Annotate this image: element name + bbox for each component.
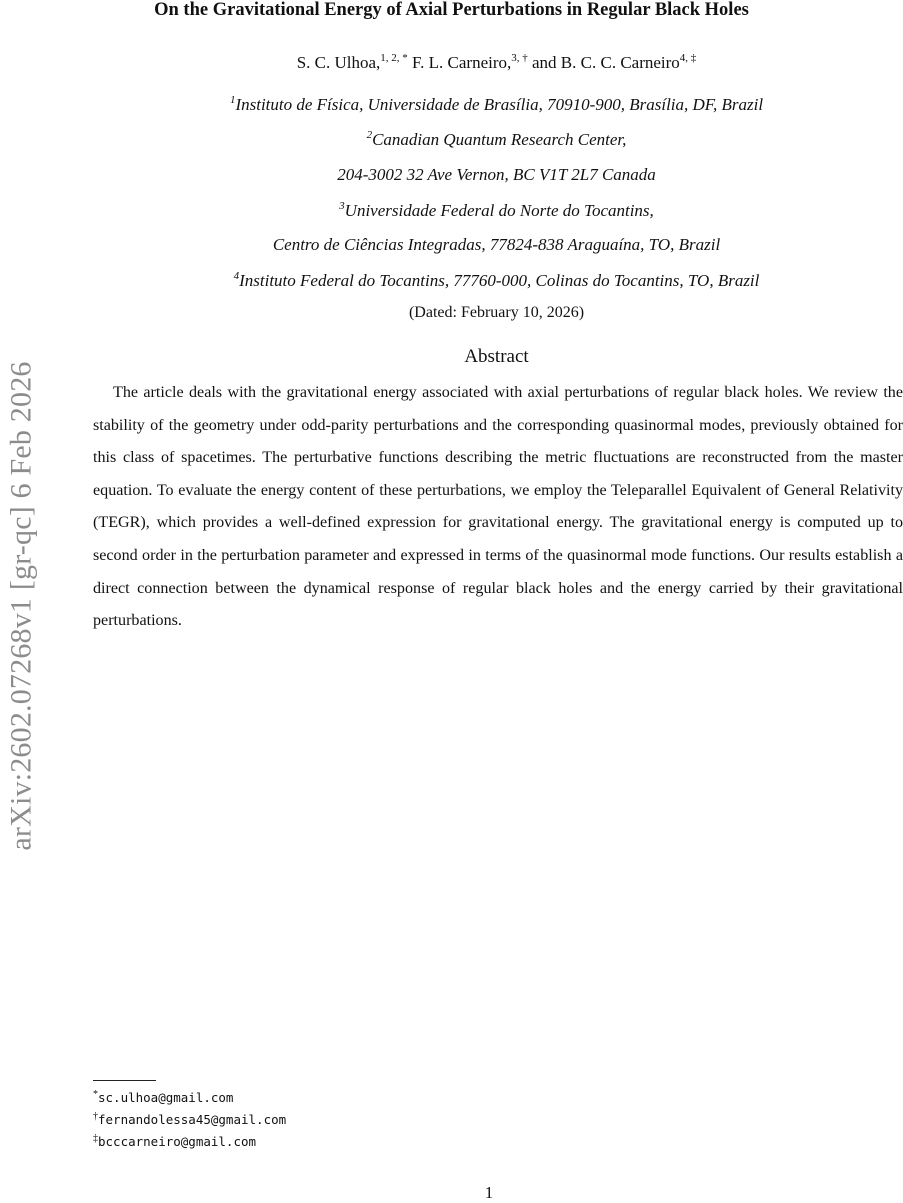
footnote-divider xyxy=(93,1080,156,1081)
affiliation-text: Instituto Federal do Tocantins, 77760-000, Colinas do Tocantins, TO, Brazil xyxy=(239,271,760,290)
footnote-email: bcccarneiro@gmail.com xyxy=(98,1134,257,1149)
affiliation-text: Instituto de Física, Universidade de Brasília, 70910-900, Brasília, DF, Brazil xyxy=(235,95,764,114)
footnote-mark: * xyxy=(93,1089,98,1100)
affiliation-line xyxy=(0,235,903,255)
affiliation-text: Centro de Ciências Integradas, 77824-838 Araguaína, TO, Brazil xyxy=(272,235,721,254)
affiliation-mark: 2 xyxy=(366,129,373,141)
affiliation-line xyxy=(0,200,903,221)
page-number: 1 xyxy=(484,1183,494,1202)
affiliation-mark: 4 xyxy=(233,270,240,282)
footnote-email: sc.ulhoa@gmail.com xyxy=(98,1090,234,1105)
affiliation-line xyxy=(0,94,903,115)
footnote xyxy=(93,1111,286,1127)
affiliation-text: Universidade Federal do Norte do Tocantins, xyxy=(344,201,654,220)
author-list xyxy=(0,52,903,73)
affiliation-text: Canadian Quantum Research Center, xyxy=(372,130,627,149)
author-affiliation-marks: 4, ‡ xyxy=(679,52,697,64)
footnote xyxy=(93,1133,256,1149)
author-affiliation-marks: 3, † xyxy=(511,52,528,64)
footnote-mark: † xyxy=(93,1111,98,1122)
author-conjunction: and xyxy=(532,53,557,72)
affiliation-line xyxy=(0,129,903,150)
affiliation-text: 204-3002 32 Ave Vernon, BC V1T 2L7 Canada xyxy=(337,165,656,184)
abstract-heading: Abstract xyxy=(464,346,529,367)
author-name: S. C. Ulhoa, xyxy=(296,53,381,72)
author-name: F. L. Carneiro, xyxy=(412,53,512,72)
author-affiliation-marks: 1, 2, * xyxy=(380,52,408,64)
footnote-email: fernandolessa45@gmail.com xyxy=(98,1112,287,1127)
affiliation-mark: 1 xyxy=(229,94,236,106)
author-name: B. C. C. Carneiro xyxy=(560,53,680,72)
footnote xyxy=(93,1089,233,1105)
affiliation-line xyxy=(0,165,903,185)
footnote-mark: ‡ xyxy=(93,1133,98,1144)
date-line: (Dated: February 10, 2026) xyxy=(408,304,585,321)
affiliation-mark: 3 xyxy=(339,200,345,212)
abstract-body: The article deals with the gravitational energy associated with axial perturbations of regular black holes. We review the stability of the geometry under odd-parity perturbations and the corresponding quasinormal modes, previously obtained for this class of spacetimes. The perturbative functions describing the metric fluctuations are reconstructed from the master equation. To evaluate the energy content of these perturbations, we employ the Teleparallel Equivalent of General Relativity (TEGR), which provides a well-defined expression for gravitational energy. The gravitational energy is computed up to second order in the perturbation parameter and expressed in terms of the quasinormal mode functions. Our results establish a direct connection between the dynamical response of regular black holes and the energy carried by their gravitational perturbations. xyxy=(93,384,903,630)
arxiv-identifier-text: arXiv:2602.07268v1 [gr-qc] 6 Feb 2026 xyxy=(5,360,38,851)
affiliation-line xyxy=(0,270,903,291)
arxiv-identifier-stamp xyxy=(4,318,40,893)
paper-title: On the Gravitational Energy of Axial Perturbations in Regular Black Holes xyxy=(154,0,749,20)
